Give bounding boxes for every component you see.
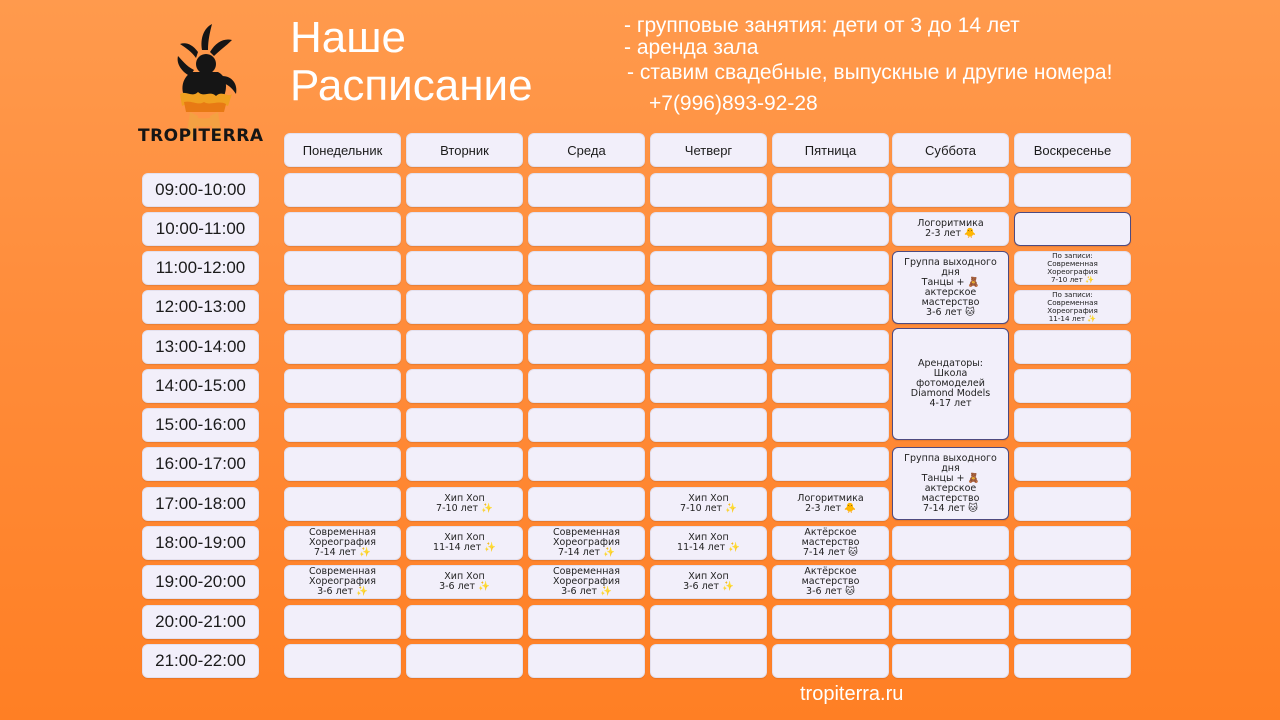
schedule-cell [406,644,523,678]
time-label: 12:00-13:00 [142,290,259,324]
schedule-cell [650,644,767,678]
phone-number: +7(996)893-92-28 [649,92,818,115]
schedule-cell [406,408,523,442]
brand-name: TROPITERRA [138,126,264,146]
schedule-cell [772,644,889,678]
class-fri-18-acting: Актёрское мастерство 7-14 лет 🐱 [772,526,889,560]
schedule-cell [406,330,523,364]
schedule-cell [406,173,523,207]
schedule-cell [406,447,523,481]
class-sat-weekend-group-3-6: Группа выходного дня Танцы + 🧸 актерское мастерство 3-6 лет 🐱 [892,251,1009,324]
schedule-cell [1014,330,1131,364]
schedule-cell [284,487,401,521]
schedule-cell [650,408,767,442]
class-wed-18-choreography: Современная Хореография 7-14 лет ✨ [528,526,645,560]
day-header-thu: Четверг [650,133,767,167]
schedule-cell [772,290,889,324]
class-thu-19-hiphop: Хип Хоп 3-6 лет ✨ [650,565,767,599]
schedule-cell [772,408,889,442]
time-label: 15:00-16:00 [142,408,259,442]
schedule-cell [892,565,1009,599]
time-label: 20:00-21:00 [142,605,259,639]
schedule-cell [892,605,1009,639]
schedule-cell [1014,173,1131,207]
schedule-cell [528,447,645,481]
page-title [290,14,533,110]
time-label: 09:00-10:00 [142,173,259,207]
class-tue-17-hiphop: Хип Хоп 7-10 лет ✨ [406,487,523,521]
schedule-cell [406,369,523,403]
time-label: 17:00-18:00 [142,487,259,521]
schedule-cell [284,447,401,481]
schedule-cell [528,369,645,403]
schedule-cell [284,369,401,403]
info-line-rent: - аренда зала [624,36,759,59]
time-label: 10:00-11:00 [142,212,259,246]
website-link[interactable]: tropiterra.ru [800,683,904,705]
day-header-tue: Вторник [406,133,523,167]
schedule-cell [528,251,645,285]
schedule-cell [284,212,401,246]
schedule-cell [528,644,645,678]
schedule-cell [528,330,645,364]
schedule-cell [772,369,889,403]
schedule-cell [1014,565,1131,599]
day-header-fri: Пятница [772,133,889,167]
schedule-cell [892,644,1009,678]
schedule-cell [284,408,401,442]
schedule-cell [528,408,645,442]
class-sat-weekend-group-7-14: Группа выходного дня Танцы + 🧸 актерское мастерство 7-14 лет 🐱 [892,447,1009,520]
schedule-cell [650,212,767,246]
schedule-cell [528,605,645,639]
schedule-cell [284,290,401,324]
class-sun-12-choreography: По записи: Современная Хореография 11-14 лет ✨ [1014,290,1131,324]
class-thu-17-hiphop: Хип Хоп 7-10 лет ✨ [650,487,767,521]
schedule-cell [1014,644,1131,678]
schedule-cell [284,330,401,364]
schedule-cell [528,487,645,521]
time-label: 14:00-15:00 [142,369,259,403]
time-label: 18:00-19:00 [142,526,259,560]
schedule-cell [1014,408,1131,442]
schedule-cell [406,605,523,639]
day-header-wed: Среда [528,133,645,167]
schedule-cell [650,369,767,403]
class-mon-18-choreography: Современная Хореография 7-14 лет ✨ [284,526,401,560]
schedule-cell [892,173,1009,207]
day-header-sat: Суббота [892,133,1009,167]
class-sat-diamond-models-rent: Арендаторы: Школа фотомоделей Diamond Models 4-17 лет [892,328,1009,440]
title-line-2: Расписание [290,61,533,110]
schedule-cell [1014,605,1131,639]
day-header-sun: Воскресенье [1014,133,1131,167]
class-sat-10-logorhythmics: Логоритмика 2-3 лет 🐥 [892,212,1009,246]
schedule-cell [528,290,645,324]
schedule-cell [1014,369,1131,403]
class-fri-19-acting: Актёрское мастерство 3-6 лет 🐱 [772,565,889,599]
schedule-cell [284,251,401,285]
schedule-cell [284,605,401,639]
schedule-cell [528,212,645,246]
info-line-numbers: - ставим свадебные, выпускные и другие номера! [627,61,1113,84]
schedule-cell [772,212,889,246]
class-wed-19-choreography: Современная Хореография 3-6 лет ✨ [528,565,645,599]
class-fri-17-logorhythmics: Логоритмика 2-3 лет 🐥 [772,487,889,521]
class-tue-19-hiphop: Хип Хоп 3-6 лет ✨ [406,565,523,599]
schedule-cell [650,447,767,481]
schedule-cell [650,605,767,639]
class-mon-19-choreography: Современная Хореография 3-6 лет ✨ [284,565,401,599]
schedule-cell [528,173,645,207]
time-label: 11:00-12:00 [142,251,259,285]
info-line-groups: - групповые занятия: дети от 3 до 14 лет [624,14,1020,37]
schedule-cell [406,290,523,324]
schedule-cell [650,173,767,207]
schedule-cell [1014,487,1131,521]
schedule-cell [1014,526,1131,560]
schedule-cell [650,330,767,364]
schedule-cell [650,290,767,324]
time-label: 19:00-20:00 [142,565,259,599]
schedule-cell [406,251,523,285]
schedule-cell [650,251,767,285]
schedule-cell [772,605,889,639]
schedule-cell [772,330,889,364]
schedule-cell [772,173,889,207]
class-sun-11-choreography: По записи: Современная Хореография 7-10 лет ✨ [1014,251,1131,285]
schedule-cell [284,644,401,678]
schedule-cell [406,212,523,246]
schedule-cell [772,251,889,285]
time-label: 16:00-17:00 [142,447,259,481]
time-label: 21:00-22:00 [142,644,259,678]
schedule-cell [1014,447,1131,481]
class-thu-18-hiphop: Хип Хоп 11-14 лет ✨ [650,526,767,560]
class-tue-18-hiphop: Хип Хоп 11-14 лет ✨ [406,526,523,560]
schedule-cell [772,447,889,481]
day-header-mon: Понедельник [284,133,401,167]
schedule-cell [284,173,401,207]
schedule-cell [892,526,1009,560]
title-line-1: Наше [290,13,407,62]
time-label: 13:00-14:00 [142,330,259,364]
schedule-cell [1014,212,1131,246]
